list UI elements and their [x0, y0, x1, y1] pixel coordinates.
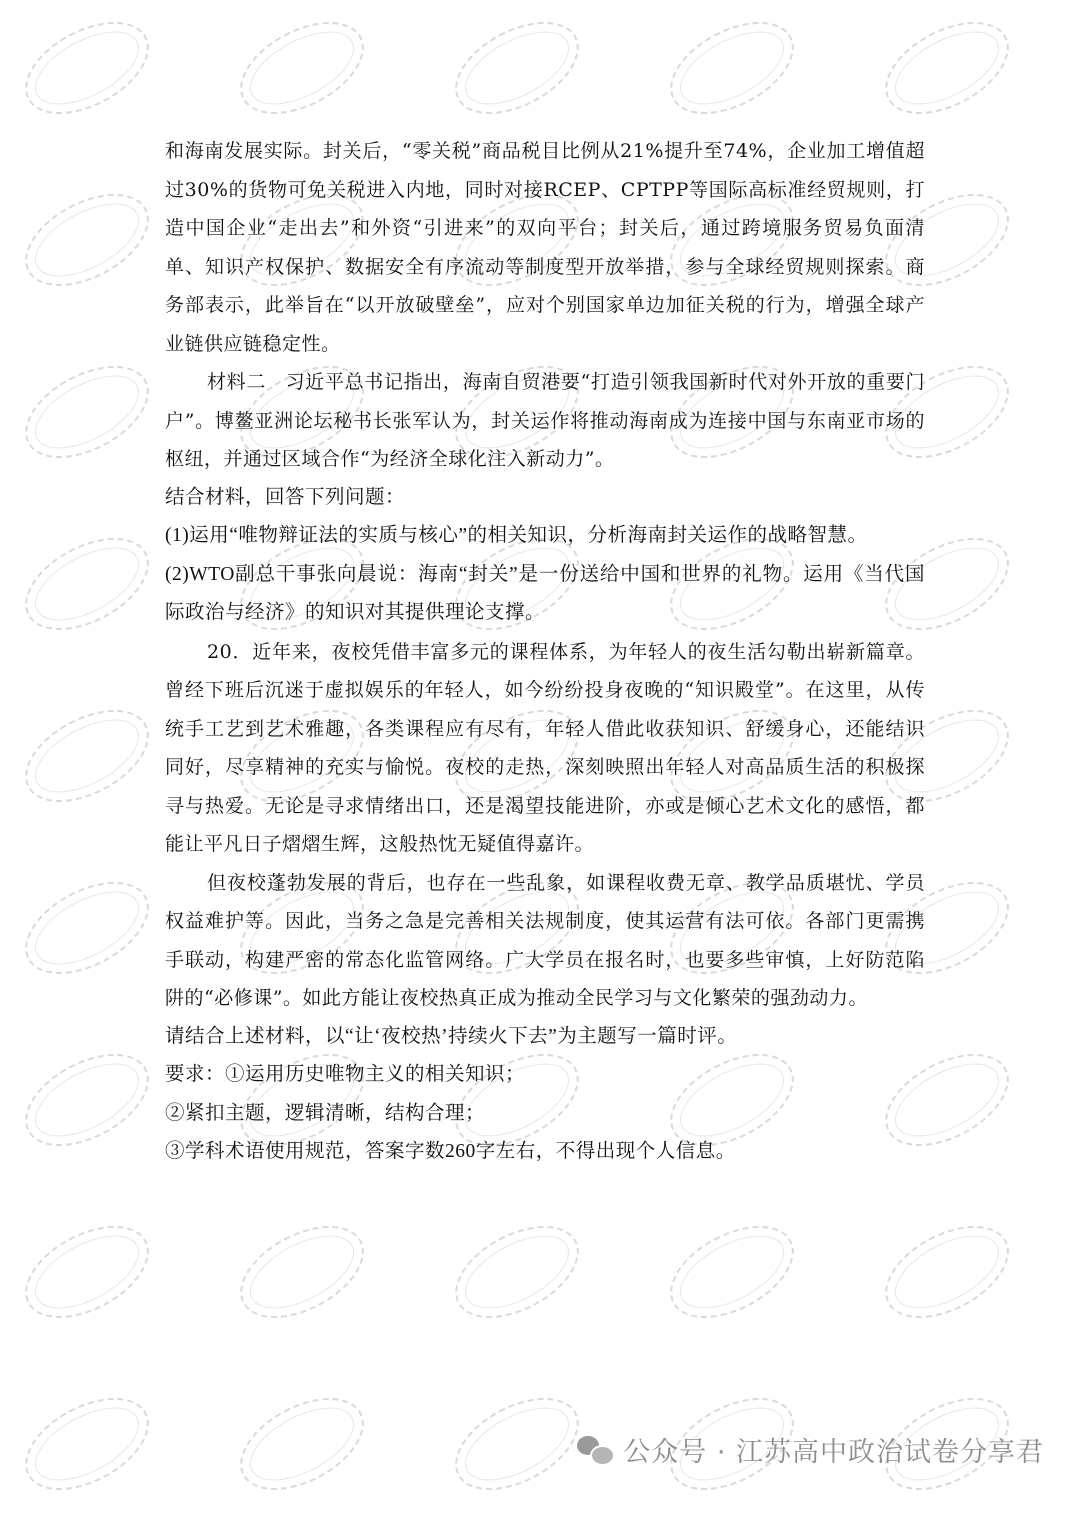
- requirement-1: 要求：①运用历史唯物主义的相关知识；: [165, 1064, 526, 1085]
- watermark-stamp: [10, 347, 164, 477]
- watermark-stamp: [10, 863, 164, 993]
- question-instruction: 结合材料，回答下列问题：: [165, 486, 406, 508]
- footer-text: 公众号 · 江苏高中政治试卷分享君: [623, 1437, 1044, 1468]
- watermark-stamp: [870, 3, 1024, 133]
- question-1: (1)运用“唯物辩证法的实质与核心”的相关知识，分析海南封关运作的战略智慧。: [165, 525, 868, 546]
- question-20-material: 20．近年来，夜校凭借丰富多元的课程体系，为年轻人的夜生活勾勒出崭新篇章。曾经下班后沉迷于虚拟娱乐的年轻人，如今纷纷投身夜晚的“知识殿堂”。在这里，从传统手工艺到艺术雅趣，各类课程应有尽有，年轻人借此收获知识、舒缓身心，还能结识同好，尽享精神的充实与愉悦。夜校的走热，深刻映照出年轻人对高品质生活的积极探寻与热爱。无论是寻求情绪出口，还是渴望技能进阶，亦或是倾心艺术文化的感悟，都能让平凡日子熠熠生辉，这般热忱无疑值得嘉许。: [165, 640, 925, 855]
- watermark-stamp: [225, 3, 379, 133]
- footer-watermark: [577, 1430, 1044, 1469]
- question-2: (2)WTO副总干事张向晨说：海南“封关”是一份送给中国和世界的礼物。运用《当代国际政治与经济》的知识对其提供理论支撑。: [165, 563, 925, 623]
- wechat-icon: [577, 1434, 613, 1466]
- watermark-stamp: [10, 1035, 164, 1165]
- document-body: [165, 132, 925, 1172]
- watermark-stamp: [10, 1379, 164, 1509]
- paragraph-material-one-end: 和海南发展实际。封关后，“零关税”商品税目比例从21%提升至74%，企业加工增值超过30%的货物可免关税进入内地，同时对接RCEP、CPTPP等国际高标准经贸规则，打造中国企业“走出去”和外资“引进来”的双向平台；封关后，通过跨境服务贸易负面清单、知识产权保护、数据安全有序流动等制度型开放举措，参与全球经贸规则探索。商务部表示，此举旨在“以开放破壁垒”，应对个别国家单边加征关税的行为，增强全球产业链供应链稳定性。: [165, 140, 925, 355]
- watermark-stamp: [440, 3, 594, 133]
- watermark-stamp: [10, 3, 164, 133]
- watermark-stamp: [225, 1207, 379, 1337]
- question-20-material-2: 但夜校蓬勃发展的背后，也存在一些乱象，如课程收费无章、教学品质堪忧、学员权益难护等。因此，当务之急是完善相关法规制度，使其运营有法可依。各部门更需携手联动，构建严密的常态化监管网络。广大学员在报名时，也要多些审慎，上好防范陷阱的“必修课”。如此方能让夜校热真正成为推动全民学习与文化繁荣的强劲动力。: [165, 871, 925, 1009]
- watermark-stamp: [10, 175, 164, 305]
- watermark-stamp: [870, 1207, 1024, 1337]
- watermark-stamp: [440, 1207, 594, 1337]
- essay-prompt: 请结合上述材料，以“让‘夜校热’持续火下去”为主题写一篇时评。: [165, 1025, 738, 1047]
- watermark-stamp: [440, 1379, 594, 1509]
- paragraph-material-two: 材料二 习近平总书记指出，海南自贸港要“打造引领我国新时代对外开放的重要门户”。博鳌亚洲论坛秘书长张军认为，封关运作将推动海南成为连接中国与东南亚市场的枢纽，并通过区域合作“为经济全球化注入新动力”。: [165, 371, 925, 470]
- watermark-stamp: [225, 1379, 379, 1509]
- watermark-stamp: [10, 691, 164, 821]
- watermark-stamp: [655, 3, 809, 133]
- watermark-stamp: [10, 519, 164, 649]
- requirement-3: ③学科术语使用规范，答案字数260字左右，不得出现个人信息。: [165, 1141, 736, 1162]
- requirement-2: ②紧扣主题，逻辑清晰，结构合理；: [165, 1102, 486, 1124]
- watermark-stamp: [10, 1207, 164, 1337]
- watermark-stamp: [655, 1207, 809, 1337]
